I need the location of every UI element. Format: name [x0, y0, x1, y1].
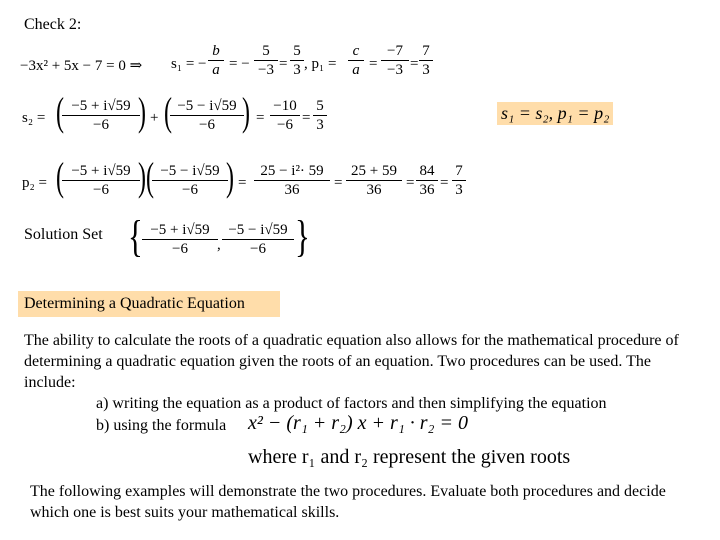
quadratic-formula: x² − (r₁ + r₂) x + r₁ · r₂ = 0	[248, 412, 468, 434]
denominator: −3	[387, 62, 403, 78]
denominator: 36	[419, 182, 435, 198]
denominator: −6	[93, 182, 109, 198]
left-brace: {	[128, 212, 143, 261]
numerator: −5 − i√59	[170, 97, 244, 116]
fraction-7-over-3	[452, 162, 466, 199]
where-line: where r₁ and r₂ represent the given roots	[248, 446, 571, 468]
right-paren: )	[138, 89, 146, 134]
right-brace: }	[295, 212, 310, 261]
equals-sign: =	[440, 175, 449, 191]
numerator: 5	[254, 42, 278, 61]
fraction-7-over-3	[419, 42, 433, 79]
fraction-neg7-over-neg3	[381, 42, 409, 79]
denominator: −6	[172, 241, 188, 257]
denominator: −3	[258, 62, 274, 78]
quadratic-equation: −3x² + 5x − 7 = 0 ⇒	[20, 58, 143, 74]
numerator: −10	[270, 97, 300, 116]
equals-sign: =	[369, 56, 378, 72]
numerator: −5 + i√59	[142, 221, 218, 240]
equals-sign: =	[302, 110, 311, 126]
result-box: s₁ = s₂, p₁ = p₂	[497, 102, 613, 125]
equals-sign: = −	[229, 56, 250, 72]
fraction-neg10-over-neg6	[270, 97, 300, 134]
numerator: 5	[313, 97, 327, 116]
numerator: 5	[290, 42, 304, 61]
fraction-b-over-a	[208, 42, 224, 79]
equals-sign: =	[279, 56, 288, 72]
numerator: 25 + 59	[346, 162, 402, 181]
p2-label: p₂ =	[22, 175, 47, 191]
numerator: 7	[452, 162, 466, 181]
denominator: 3	[293, 62, 301, 78]
solution-root2	[222, 221, 294, 258]
fraction-root1	[62, 97, 140, 134]
numerator: b	[208, 42, 224, 61]
fraction-5-over-3	[313, 97, 327, 134]
right-paren: )	[226, 154, 234, 199]
right-paren: )	[242, 89, 250, 134]
fraction-sum	[346, 162, 402, 199]
numerator: −5 + i√59	[62, 97, 140, 116]
fraction-5-over-neg3	[254, 42, 278, 79]
fraction-root1	[62, 162, 140, 199]
plus-sign: +	[150, 110, 159, 126]
numerator: 25 − i²· 59	[254, 162, 330, 181]
numerator: −7	[381, 42, 409, 61]
s2-label: s₂ =	[22, 110, 46, 126]
fraction-84-over-36	[416, 162, 438, 199]
equals-sign: =	[410, 56, 419, 72]
denominator: 36	[284, 182, 300, 198]
fraction-root2	[170, 97, 244, 134]
equals-sign: =	[334, 175, 343, 191]
left-paren: (	[146, 154, 154, 199]
numerator: 84	[416, 162, 438, 181]
denominator: −6	[250, 241, 266, 257]
left-paren: (	[164, 89, 172, 134]
item-b: b) using the formula	[96, 417, 227, 434]
s1-label: s₁ = −	[171, 56, 207, 72]
closing-paragraph: The following examples will demonstrate the two procedures. Evaluate both procedures and decide which one is best suits your mathematical skills.	[30, 483, 666, 521]
fraction-root2	[152, 162, 228, 199]
left-paren: (	[56, 154, 64, 199]
denominator: −6	[93, 117, 109, 133]
section-heading: Determining a Quadratic Equation	[18, 291, 280, 317]
equals-sign: =	[256, 110, 265, 126]
numerator: −5 − i√59	[222, 221, 294, 240]
denominator: 36	[366, 182, 382, 198]
denominator: a	[212, 62, 220, 78]
solution-root1	[142, 221, 218, 258]
p1-label: , p₁ =	[304, 56, 337, 72]
denominator: 3	[455, 182, 463, 198]
numerator: −5 − i√59	[152, 162, 228, 181]
check-title: Check 2:	[24, 16, 82, 33]
equals-sign: =	[238, 175, 247, 191]
equals-sign: =	[406, 175, 415, 191]
numerator: 7	[419, 42, 433, 61]
numerator: −5 + i√59	[62, 162, 140, 181]
numerator: c	[348, 42, 364, 61]
denominator: 3	[422, 62, 430, 78]
denominator: −6	[199, 117, 215, 133]
fraction-5-over-3	[290, 42, 304, 79]
fraction-c-over-a	[348, 42, 364, 79]
denominator: −6	[277, 117, 293, 133]
denominator: a	[352, 62, 360, 78]
comma: ,	[217, 237, 221, 253]
solution-set-label: Solution Set	[24, 226, 103, 243]
intro-paragraph: The ability to calculate the roots of a quadratic equation also allows for the mathematical procedure of determining a quadratic equation given the roots of an equation. Two procedures can be used. The include:	[24, 332, 679, 391]
item-a: a) writing the equation as a product of factors and then simplifying the equation	[96, 395, 607, 412]
fraction-product	[254, 162, 330, 199]
right-paren: )	[138, 154, 146, 199]
left-paren: (	[56, 89, 64, 134]
denominator: −6	[182, 182, 198, 198]
denominator: 3	[316, 117, 324, 133]
